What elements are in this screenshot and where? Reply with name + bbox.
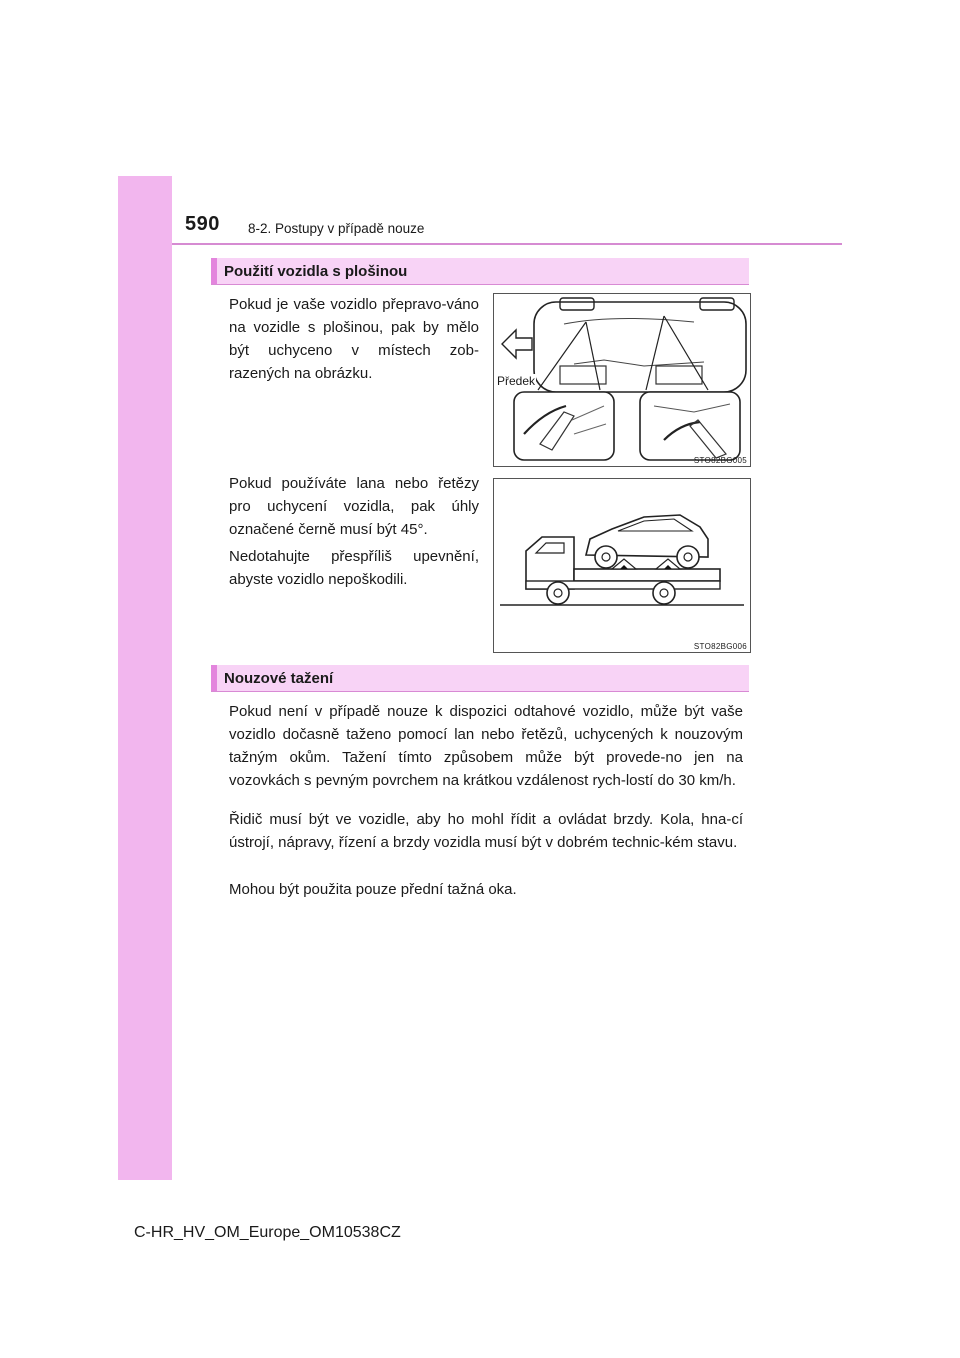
figure-code: STO82BG005 <box>693 456 747 465</box>
towing-paragraph-3: Mohou být použita pouze přední tažná oka. <box>229 881 517 898</box>
page-number: 590 <box>185 213 220 235</box>
front-direction-arrow <box>502 330 532 358</box>
section-heading-flatbed <box>211 258 749 284</box>
figure-tie-down-points <box>493 293 751 467</box>
section-accent <box>211 665 217 691</box>
section-underline <box>211 691 749 692</box>
figure-code: STO82BG006 <box>693 642 747 651</box>
header-divider <box>172 243 842 245</box>
truck-wheel-rear <box>653 582 675 604</box>
towing-paragraph-1: Pokud není v případě nouze k dispozici odtahové vozidlo, může být vaše vozidlo dočasně taženo pomocí lan nebo řetězů, uchycených k nouzovým tažným okům. Tažení tímto způsobem může být provede-no jen na vozovkách s pevným povrchem na krátkou vzdálenost rych-lostí do 30 km/h. <box>229 703 743 789</box>
figure-truck-angles <box>493 478 751 653</box>
towing-paragraph-2: Řidič musí být ve vozidle, aby ho mohl řídit a ovládat brzdy. Kola, hna-cí ústrojí, nápravy, řízení a brzdy vozidla musí být v dobrém technic-kém stavu. <box>229 811 743 851</box>
truck-bed <box>574 569 720 581</box>
chapter-sidebar-tab <box>118 176 172 1180</box>
section-accent <box>211 258 217 284</box>
section-heading-towing <box>211 665 749 691</box>
front-label: Předek <box>497 374 536 388</box>
flatbed-truck-illustration <box>494 479 750 652</box>
section-underline <box>211 284 749 285</box>
document-id-footer: C-HR_HV_OM_Europe_OM10538CZ <box>134 1224 401 1241</box>
section-title: Nouzové tažení <box>224 670 334 687</box>
flatbed-paragraph-1: Pokud je vaše vozidlo přepravo-váno na vozidle s plošinou, pak by mělo být uchyceno v místech zob-razených na obrázku. <box>229 296 479 382</box>
chapter-title: 8-2. Postupy v případě nouze <box>248 221 425 236</box>
flatbed-paragraph-2: Pokud používáte lana nebo řetězy pro uchycení vozidla, pak úhly označené černě musí být 45°. <box>229 475 479 538</box>
flatbed-paragraph-3: Nedotahujte přespříliš upevnění, abyste vozidlo nepoškodili. <box>229 548 479 588</box>
section-title: Použití vozidla s plošinou <box>224 263 408 280</box>
truck-wheel-front <box>547 582 569 604</box>
